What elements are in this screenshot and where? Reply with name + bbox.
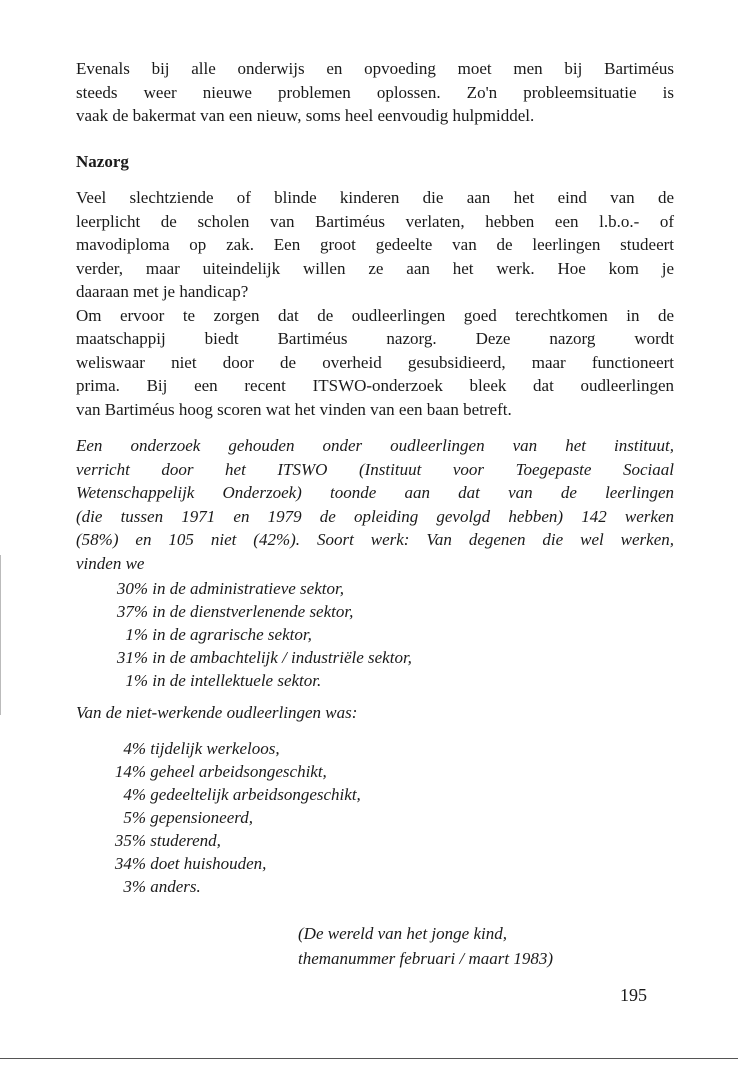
text-line: (58%) en 105 niet (42%). Soort werk: Van degenen die wel werken, — [76, 530, 674, 549]
text-line: Veel slechtziende of blinde kinderen die aan het eind van de — [76, 188, 674, 207]
list-item-text: tijdelijk werkeloos, — [150, 739, 280, 758]
text-line: weliswaar niet door de overheid gesubsidieerd, maar functioneert — [76, 352, 674, 372]
text-line: (die tussen 1971 en 1979 de opleiding gevolgd hebben) 142 werken — [76, 506, 674, 526]
list-item-text: in de ambachtelijk / industriële sektor, — [152, 648, 412, 667]
percentage: 1% — [125, 671, 148, 690]
list-item — [100, 646, 412, 669]
working-sector-list — [100, 577, 412, 692]
text-line: vaak de bakermat van een nieuw, soms heel eenvoudig hulpmiddel. — [76, 106, 535, 125]
list-item — [100, 577, 412, 600]
percentage: 4% — [123, 739, 146, 758]
nonworking-intro: Van de niet-werkende oudleerlingen was: — [76, 703, 358, 722]
citation-line: (De wereld van het jonge kind, — [298, 924, 507, 943]
text-line: steeds weer nieuwe problemen oplossen. Zo'n probleemsituatie is — [76, 82, 674, 102]
quote-paragraph — [76, 434, 674, 575]
list-item — [94, 783, 361, 806]
page-number: 195 — [620, 985, 647, 1005]
text-line: prima. Bij een recent ITSWO-onderzoek bleek dat oudleerlingen — [76, 376, 674, 395]
text-line: mavodiploma op zak. Een groot gedeelte van de leerlingen studeert — [76, 235, 674, 254]
text-line: leerplicht de scholen van Bartiméus verlaten, hebben een l.b.o.- of — [76, 211, 674, 231]
list-item — [94, 875, 361, 898]
percentage: 37% — [116, 602, 148, 621]
list-item-text: gedeeltelijk arbeidsongeschikt, — [150, 785, 361, 804]
list-item-text: doet huishouden, — [150, 854, 267, 873]
percentage: 30% — [116, 579, 148, 598]
list-item — [94, 852, 361, 875]
percentage: 3% — [123, 877, 146, 896]
list-item-text: gepensioneerd, — [150, 808, 254, 827]
nonworking-list — [94, 737, 361, 898]
percentage: 31% — [116, 648, 148, 667]
list-item — [94, 760, 361, 783]
citation-line: themanummer februari / maart 1983) — [298, 949, 553, 968]
percentage: 4% — [123, 785, 146, 804]
intro-paragraph — [76, 57, 674, 128]
list-item — [94, 806, 361, 829]
list-item-text: in de intellektuele sektor. — [152, 671, 322, 690]
text-line: daaraan met je handicap? — [76, 282, 249, 301]
text-line: Om ervoor te zorgen dat de oudleerlingen goed terechtkomen in de — [76, 305, 674, 325]
text-line: verricht door het ITSWO (Instituut voor Toegepaste Sociaal — [76, 459, 674, 479]
list-item-text: anders. — [150, 877, 201, 896]
percentage: 35% — [114, 831, 146, 850]
text-line: Een onderzoek gehouden onder oudleerlingen van het instituut, — [76, 436, 674, 455]
text-line: vinden we — [76, 553, 145, 573]
list-item-text: in de agrarische sektor, — [152, 625, 312, 644]
percentage: 1% — [125, 625, 148, 644]
citation — [298, 921, 553, 971]
text-line: verder, maar uiteindelijk willen ze aan het werk. Hoe kom je — [76, 258, 674, 278]
list-item — [94, 829, 361, 852]
text-line: van Bartiméus hoog scoren wat het vinden van een baan betreft. — [76, 399, 512, 419]
list-item-text: studerend, — [150, 831, 221, 850]
list-item — [94, 737, 361, 760]
nazorg-paragraph — [76, 186, 674, 421]
list-item — [100, 623, 412, 646]
list-item-text: in de dienstverlenende sektor, — [152, 602, 354, 621]
list-item-text: in de administratieve sektor, — [152, 579, 344, 598]
list-item — [100, 669, 412, 692]
text-line: maatschappij biedt Bartiméus nazorg. Deze nazorg wordt — [76, 329, 674, 348]
percentage: 5% — [123, 808, 146, 827]
percentage: 14% — [114, 762, 146, 781]
section-heading: Nazorg — [76, 152, 129, 171]
percentage: 34% — [114, 854, 146, 873]
text-line: Wetenschappelijk Onderzoek) toonde aan dat van de leerlingen — [76, 483, 674, 502]
text-line: Evenals bij alle onderwijs en opvoeding moet men bij Bartiméus — [76, 59, 674, 78]
bottom-rule — [0, 1058, 738, 1059]
list-item — [100, 600, 412, 623]
list-item-text: geheel arbeidsongeschikt, — [150, 762, 327, 781]
scan-edge-line — [0, 555, 1, 715]
